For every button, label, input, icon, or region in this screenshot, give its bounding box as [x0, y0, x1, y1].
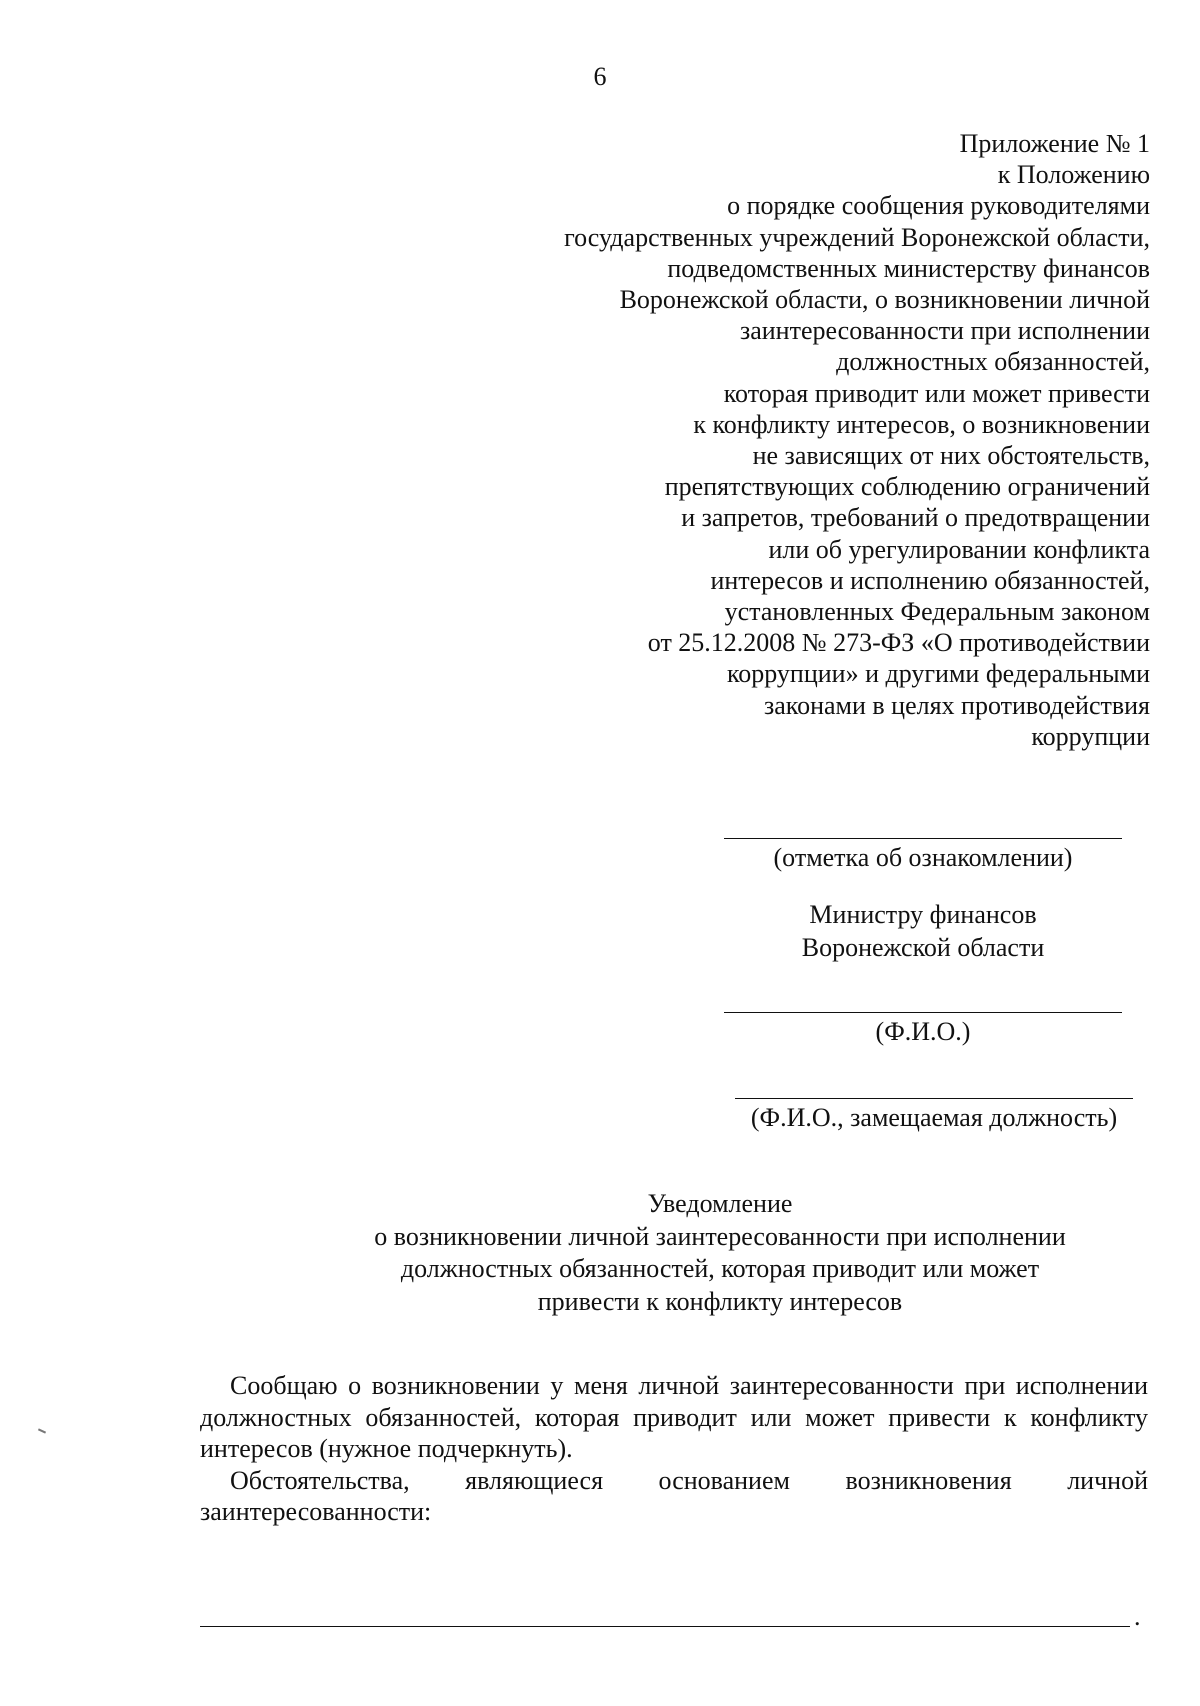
- circumstances-fill-line: [200, 1626, 1130, 1627]
- notice-title: Уведомление: [647, 1189, 793, 1218]
- appendix-line: государственных учреждений Воронежской области,: [564, 222, 1150, 252]
- appendix-line: и запретов, требований о предотвращении: [681, 503, 1150, 533]
- appendix-line: подведомственных министерству финансов: [667, 253, 1150, 283]
- appendix-line: Воронежской области, о возникновении личной: [619, 285, 1150, 315]
- appendix-line: препятствующих соблюдению ограничений: [664, 472, 1150, 502]
- appendix-line: которая приводит или может привести: [723, 378, 1150, 408]
- appendix-line: не зависящих от них обстоятельств,: [752, 441, 1150, 471]
- name-position-caption: (Ф.И.О., замещаемая должность): [750, 1103, 1118, 1132]
- notice-subtitle-line: привести к конфликту интересов: [537, 1286, 903, 1316]
- name-field: [724, 1012, 1122, 1047]
- acknowledgement-line: [724, 838, 1122, 839]
- acknowledgement-field: [724, 838, 1122, 873]
- addressee: [724, 898, 1122, 964]
- appendix-line: к конфликту интересов, о возникновении: [693, 409, 1150, 439]
- name-line: [724, 1012, 1122, 1013]
- appendix-line: должностных обязанностей,: [836, 347, 1150, 377]
- fill-line-period: .: [1134, 1602, 1141, 1631]
- appendix-line: коррупции: [1031, 721, 1150, 751]
- appendix-line: от 25.12.2008 № 273-ФЗ «О противодействии: [647, 628, 1150, 658]
- name-caption: (Ф.И.О.): [875, 1017, 971, 1046]
- appendix-line: законами в целях противодействия: [763, 690, 1150, 720]
- appendix-line: коррупции» и другими федеральными: [726, 659, 1150, 689]
- notice-body: [200, 1370, 1148, 1528]
- appendix-header: [430, 128, 1150, 752]
- notice-subtitle-line: должностных обязанностей, которая приводит или может: [400, 1254, 1040, 1283]
- name-position-line: [735, 1098, 1133, 1099]
- notice-subtitle-line: о возникновении личной заинтересованности при исполнении: [374, 1221, 1066, 1251]
- addressee-line: Министру финансов: [809, 900, 1037, 929]
- notice-title-block: [240, 1188, 1200, 1318]
- appendix-line: к Положению: [997, 160, 1150, 190]
- appendix-line: интересов и исполнению обязанностей,: [710, 565, 1150, 595]
- page-number: 6: [593, 62, 607, 91]
- scan-artifact: [38, 1428, 46, 1433]
- appendix-line: о порядке сообщения руководителями: [727, 191, 1150, 221]
- name-position-field: [724, 1098, 1144, 1133]
- body-paragraph: Обстоятельства, являющиеся основанием возникновения личной заинтересованности:: [200, 1465, 1148, 1526]
- appendix-line: заинтересованности при исполнении: [739, 316, 1150, 346]
- body-paragraph: Сообщаю о возникновении у меня личной заинтересованности при исполнении должностных обязанностей, которая приводит или может привести к конфликту интересов (нужное подчеркнуть).: [200, 1371, 1148, 1463]
- addressee-line: Воронежской области: [801, 933, 1045, 962]
- appendix-line: установленных Федеральным законом: [724, 597, 1150, 627]
- appendix-line: или об урегулировании конфликта: [768, 534, 1150, 564]
- appendix-line: Приложение № 1: [959, 129, 1150, 158]
- acknowledgement-caption: (отметка об ознакомлении): [773, 843, 1073, 872]
